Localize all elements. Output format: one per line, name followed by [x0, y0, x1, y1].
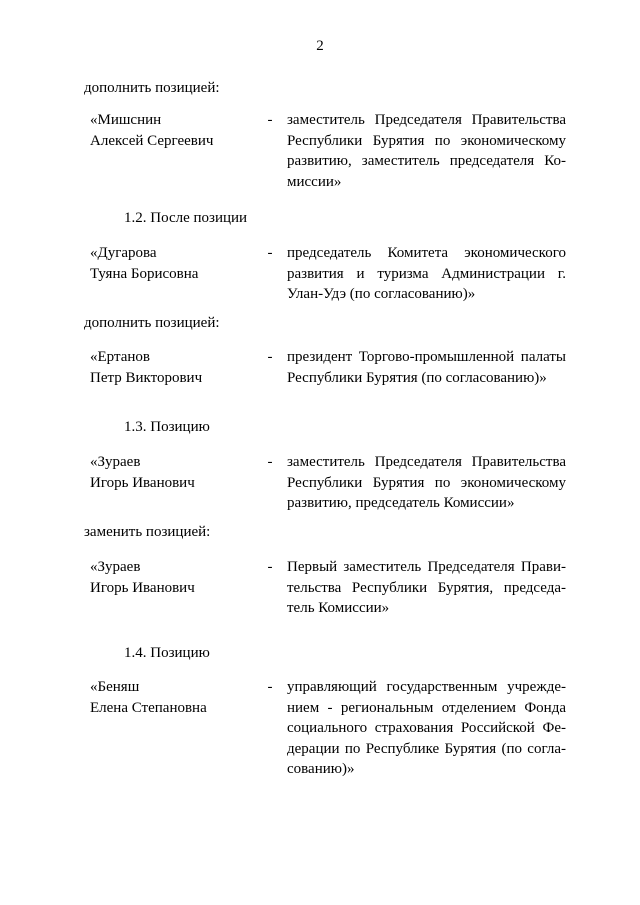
member-name	[90, 677, 260, 718]
member-name-line: «Дугарова	[90, 245, 157, 261]
member-position-line: управляющий государственным учрежде-	[287, 679, 566, 695]
member-position-line: Первый заместитель Председателя Прави-	[287, 559, 566, 575]
member-name-line: Игорь Иванович	[90, 474, 195, 491]
entry-dash: -	[267, 679, 273, 695]
paragraph-replace-position: заменить позицией:	[84, 524, 211, 540]
member-position-line: социального страхования Российской Фе-	[287, 720, 566, 736]
member-position-line: развития и туризма Администрации г.	[287, 265, 566, 282]
paragraph-section-1-4: 1.4. Позицию	[124, 645, 210, 661]
member-position-line: дерации по Республике Бурятия (по согла-	[287, 740, 566, 757]
member-name-line: Петр Викторович	[90, 369, 203, 386]
member-position-line: тель Комиссии»	[287, 600, 390, 616]
member-position-line: сованию)»	[287, 761, 355, 777]
member-position-line: Республики Бурятия по экономическому	[287, 474, 566, 491]
member-position-line: Республики Бурятия по экономическому	[287, 132, 566, 149]
member-name-line: Туяна Борисовна	[90, 265, 199, 282]
entry-dash: -	[267, 112, 273, 128]
member-name	[90, 110, 260, 151]
entry-dash: -	[267, 454, 273, 470]
member-position	[287, 452, 566, 514]
member-position-line: развитию, заместитель председателя Ко-	[287, 153, 566, 169]
entry-dash: -	[267, 245, 273, 261]
member-name	[90, 452, 260, 493]
member-position-line: миссии»	[287, 173, 342, 190]
member-position-line: Республики Бурятия (по согласованию)»	[287, 369, 547, 386]
member-name-line: «Зураев	[90, 454, 141, 470]
member-position	[287, 110, 566, 192]
member-position	[287, 243, 566, 305]
member-position-line: заместитель Председателя Правительства	[287, 454, 566, 470]
member-name	[90, 243, 260, 284]
member-name	[90, 557, 260, 598]
member-position-line: президент Торгово-промышленной палаты	[287, 349, 566, 365]
page-number: 2	[316, 38, 324, 54]
member-position-line: заместитель Председателя Правительства	[287, 112, 566, 128]
paragraph-section-1-2: 1.2. После позиции	[124, 210, 248, 226]
member-name-line: Алексей Сергеевич	[90, 132, 214, 149]
member-position-line: председатель Комитета экономического	[287, 245, 566, 261]
member-name	[90, 347, 260, 388]
member-name-line: «Зураев	[90, 559, 141, 575]
entry-dash: -	[267, 559, 273, 575]
member-position	[287, 347, 566, 388]
paragraph-section-1-3: 1.3. Позицию	[124, 419, 210, 435]
member-position-line: нием - региональным отделением Фонда	[287, 699, 566, 716]
entry-dash: -	[267, 349, 273, 365]
paragraph-add-position-1: дополнить позицией:	[84, 80, 220, 96]
paragraph-add-position-2: дополнить позицией:	[84, 315, 220, 331]
member-position-line: тельства Республики Бурятия, председа-	[287, 579, 566, 596]
member-position	[287, 677, 566, 780]
member-name-line: «Ертанов	[90, 349, 150, 365]
member-name-line: Игорь Иванович	[90, 579, 195, 596]
member-position-line: Улан-Удэ (по согласованию)»	[287, 286, 476, 302]
member-name-line: «Мишснин	[90, 112, 162, 128]
member-name-line: Елена Степановна	[90, 699, 207, 716]
member-position-line: развитию, председатель Комиссии»	[287, 495, 515, 511]
member-position	[287, 557, 566, 619]
member-name-line: «Беняш	[90, 679, 140, 695]
